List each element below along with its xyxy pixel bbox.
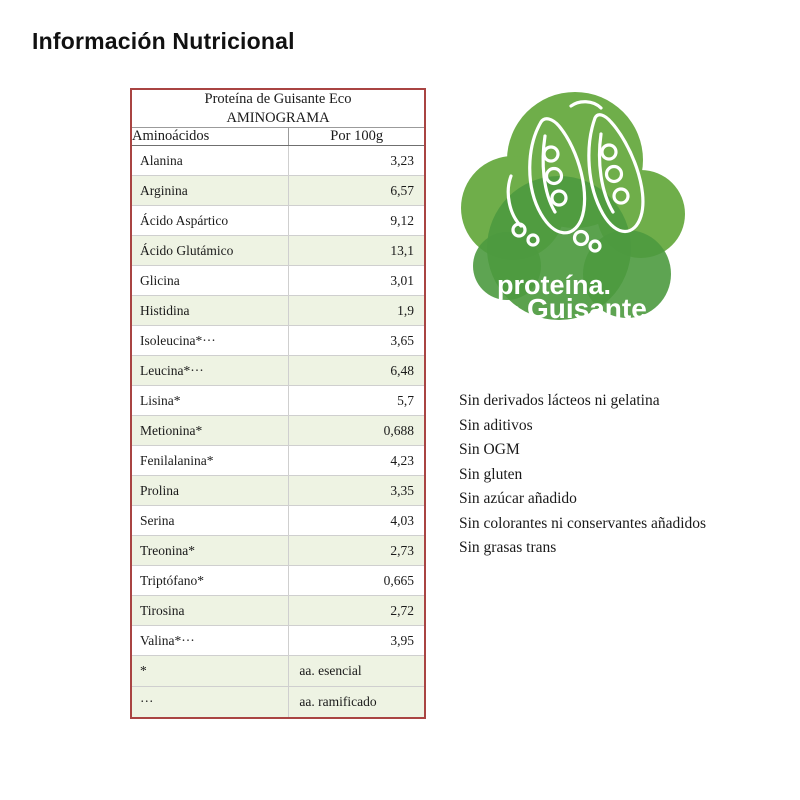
amino-name: Metionina*	[132, 416, 289, 446]
amino-value: 3,35	[289, 476, 424, 506]
amino-value: 13,1	[289, 236, 424, 266]
amino-value: 3,65	[289, 326, 424, 356]
amino-value: 4,23	[289, 446, 424, 476]
amino-value: 2,73	[289, 536, 424, 566]
logo-word-mid: de	[503, 301, 520, 318]
column-header-per-100g: Por 100g	[289, 128, 424, 146]
amino-name: Lisina*	[132, 386, 289, 416]
table-row	[132, 416, 424, 446]
amino-name: Glicina	[132, 266, 289, 296]
amino-value: 2,72	[289, 596, 424, 626]
amino-value: 9,12	[289, 206, 424, 236]
table-row	[132, 296, 424, 326]
claim-item: Sin grasas trans	[459, 539, 557, 556]
column-header-aminoacids: Aminoácidos	[132, 128, 289, 146]
table-title-line2: AMINOGRAMA	[226, 109, 330, 126]
table-row	[132, 146, 424, 176]
amino-value: 6,48	[289, 356, 424, 386]
claim-item: Sin azúcar añadido	[459, 490, 577, 507]
aminogram-table	[132, 90, 424, 717]
table-row	[132, 626, 424, 656]
table-row	[132, 266, 424, 296]
amino-name: Alanina	[132, 146, 289, 176]
table-row	[132, 206, 424, 236]
logo-graphic	[455, 88, 687, 328]
amino-name: Serina	[132, 506, 289, 536]
amino-name: Ácido Aspártico	[132, 206, 289, 236]
pea-protein-logo	[455, 88, 687, 328]
amino-name: Valina*···	[132, 626, 289, 656]
legend-symbol: *	[132, 656, 289, 687]
logo-word-bottom: Guisante	[527, 293, 647, 324]
amino-name: Tirosina	[132, 596, 289, 626]
amino-name: Histidina	[132, 296, 289, 326]
table-row	[132, 596, 424, 626]
table-row	[132, 386, 424, 416]
table-row	[132, 566, 424, 596]
table-row	[132, 326, 424, 356]
table-header-row	[132, 128, 424, 146]
legend-row	[132, 656, 424, 687]
legend-row	[132, 687, 424, 718]
amino-value: 0,665	[289, 566, 424, 596]
amino-name: Fenilalanina*	[132, 446, 289, 476]
table-title-row	[132, 90, 424, 128]
amino-name: Leucina*···	[132, 356, 289, 386]
table-row	[132, 356, 424, 386]
table-row	[132, 476, 424, 506]
amino-value: 3,95	[289, 626, 424, 656]
amino-name: Arginina	[132, 176, 289, 206]
amino-value: 3,23	[289, 146, 424, 176]
amino-name: Triptófano*	[132, 566, 289, 596]
table-row	[132, 236, 424, 266]
amino-name: Treonina*	[132, 536, 289, 566]
amino-value: 6,57	[289, 176, 424, 206]
table-title-line1: Proteína de Guisante Eco	[204, 91, 352, 107]
amino-value: 3,01	[289, 266, 424, 296]
amino-name: Ácido Glutámico	[132, 236, 289, 266]
amino-value: 0,688	[289, 416, 424, 446]
nutrition-table-container	[130, 88, 426, 719]
amino-name: Isoleucina*···	[132, 326, 289, 356]
claim-item: Sin derivados lácteos ni gelatina	[459, 392, 660, 409]
legend-meaning: aa. ramificado	[289, 687, 424, 718]
claim-item: Sin OGM	[459, 441, 520, 458]
table-title-cell	[132, 90, 424, 128]
table-row	[132, 506, 424, 536]
claim-item: Sin aditivos	[459, 416, 533, 434]
amino-value: 4,03	[289, 506, 424, 536]
table-row	[132, 446, 424, 476]
claim-item: Sin gluten	[459, 465, 523, 483]
logo-word-top: proteína.	[497, 270, 612, 300]
table-row	[132, 176, 424, 206]
amino-value: 5,7	[289, 386, 424, 416]
amino-name: Prolina	[132, 476, 289, 506]
claims-list	[459, 389, 789, 561]
amino-value: 1,9	[289, 296, 424, 326]
table-row	[132, 536, 424, 566]
page-title: Información Nutricional	[32, 28, 295, 54]
legend-symbol: ···	[132, 687, 289, 718]
legend-meaning: aa. esencial	[289, 656, 424, 687]
claim-item: Sin colorantes ni conservantes añadidos	[459, 514, 707, 532]
